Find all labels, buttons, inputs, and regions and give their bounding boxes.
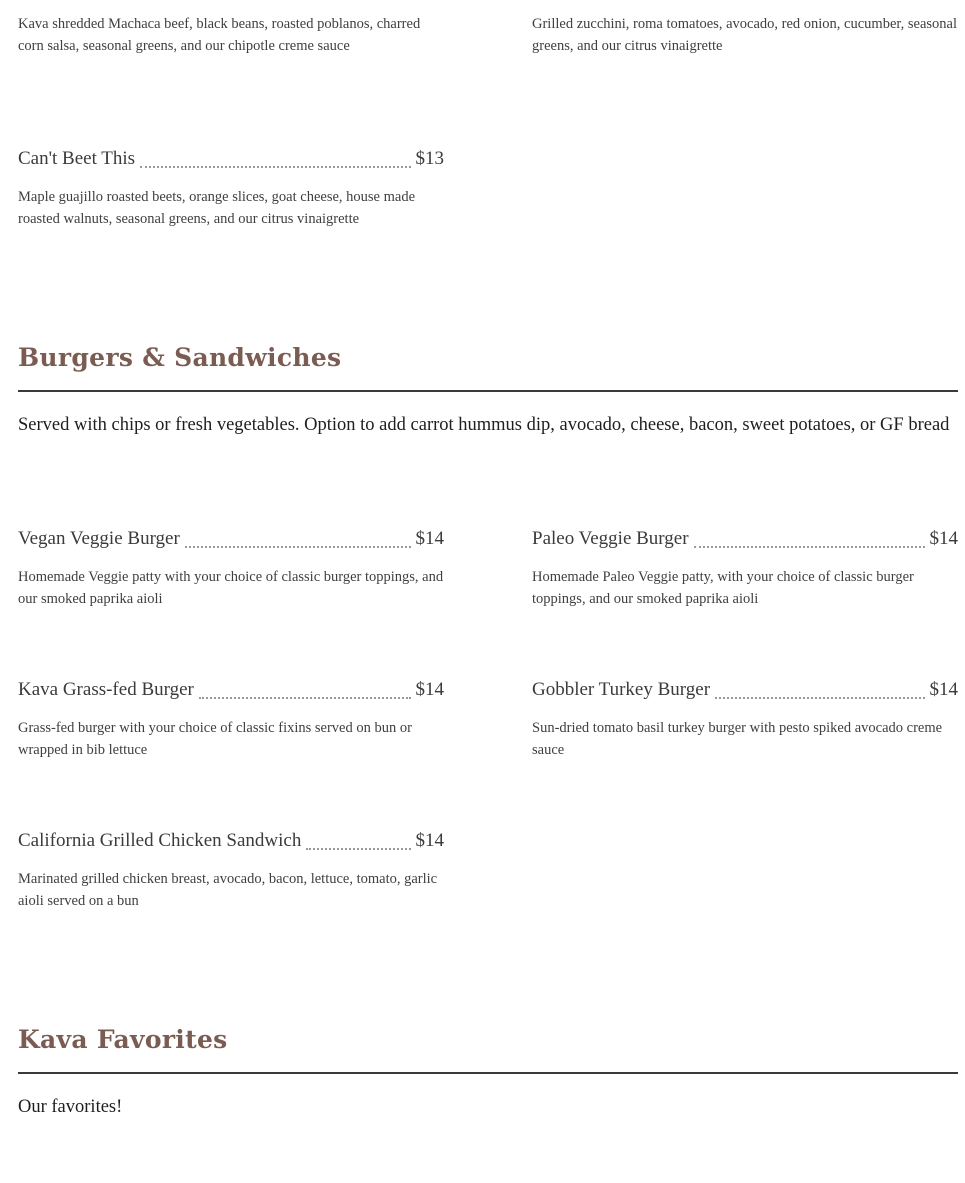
menu-item-name: Gobbler Turkey Burger	[532, 679, 711, 700]
menu-item-description: Grilled zucchini, roma tomatoes, avocado, red onion, cucumber, seasonal greens, and our citrus vinaigrette	[532, 16, 958, 54]
dotted-leader	[140, 165, 410, 168]
menu-item-price: $14	[415, 679, 444, 700]
menu-item-price: $14	[929, 528, 958, 549]
section-divider	[18, 390, 958, 392]
menu-item-description: Homemade Paleo Veggie patty, with your choice of classic burger toppings, and our smoked paprika aioli	[532, 569, 914, 607]
menu-item-price: $14	[929, 679, 958, 700]
menu-item-description: Kava shredded Machaca beef, black beans, roasted poblanos, charred corn salsa, seasonal greens, and our chipotle creme sauce	[18, 16, 421, 54]
menu-item-name: Kava Grass-fed Burger	[18, 679, 194, 700]
menu-item-description: Marinated grilled chicken breast, avocado, bacon, lettuce, tomato, garlic aioli served on a bun	[18, 871, 438, 909]
menu-item-description: Sun-dried tomato basil turkey burger with pesto spiked avocado creme sauce	[532, 720, 943, 758]
menu-item-description: Maple guajillo roasted beets, orange slices, goat cheese, house made roasted walnuts, seasonal greens, and our citrus vinaigrette	[18, 189, 416, 227]
section-note-burgers: Served with chips or fresh vegetables. Option to add carrot hummus dip, avocado, cheese, bacon, sweet potatoes, or GF bread	[18, 415, 950, 435]
menu-item-price: $13	[415, 148, 444, 169]
menu-item-name: Paleo Veggie Burger	[532, 528, 689, 549]
menu-item-name: Vegan Veggie Burger	[18, 528, 180, 549]
menu-item-price: $14	[415, 830, 444, 851]
dotted-leader	[185, 545, 411, 548]
dotted-leader	[199, 696, 411, 699]
menu-item-header	[532, 528, 958, 554]
dotted-leader	[694, 545, 925, 548]
menu-item-name: California Grilled Chicken Sandwich	[18, 830, 302, 851]
section-note-favorites: Our favorites!	[18, 1097, 123, 1117]
dotted-leader	[715, 696, 924, 699]
menu-item-price: $14	[415, 528, 444, 549]
menu-item-header	[18, 148, 444, 174]
menu-item-name: Can't Beet This	[18, 148, 136, 169]
menu-item-header	[18, 679, 444, 705]
menu-item-header	[18, 830, 444, 856]
section-title-favorites: Kava Favorites	[18, 1025, 228, 1054]
section-divider	[18, 1072, 958, 1074]
section-title-burgers: Burgers & Sandwiches	[18, 343, 342, 372]
dotted-leader	[306, 847, 410, 850]
menu-item-header	[18, 528, 444, 554]
menu-item-header	[532, 679, 958, 705]
menu-item-description: Homemade Veggie patty with your choice of classic burger toppings, and our smoked paprika aioli	[18, 569, 444, 607]
menu-item-description: Grass-fed burger with your choice of classic fixins served on bun or wrapped in bib lettuce	[18, 720, 412, 758]
